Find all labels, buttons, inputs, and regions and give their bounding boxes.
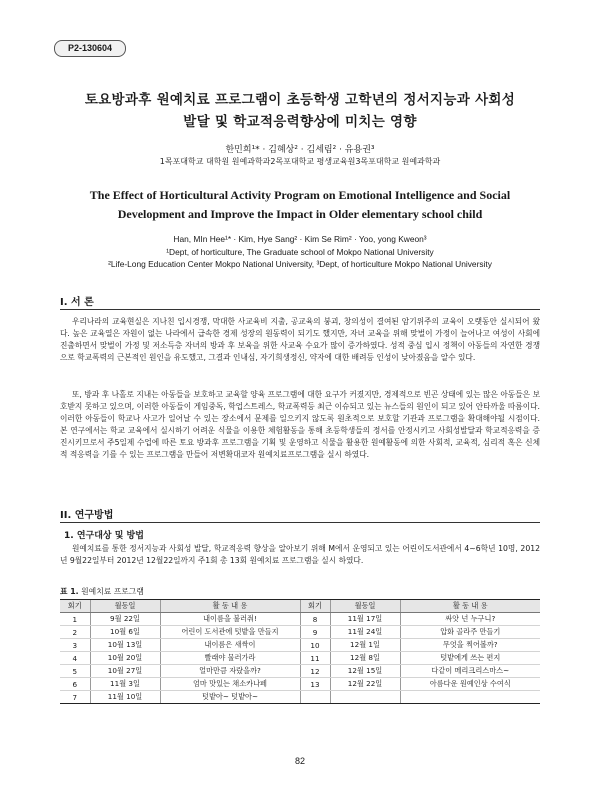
cell-activity: 싸앗 넌 누구니? xyxy=(400,613,540,626)
cell-session: 2 xyxy=(60,626,90,639)
cell-session: 12 xyxy=(300,665,330,678)
table-row xyxy=(60,652,540,665)
cell-date: 11월 10일 xyxy=(90,691,160,704)
cell-date: 11월 3일 xyxy=(90,678,160,691)
section-1-paragraph-2: 또, 방과 후 나홀로 지내는 아동들을 보호하고 교육할 양육 프로그램에 대한 요구가 커졌지만, 경제적으로 빈곤 상태에 있는 많은 아동들은 보호받지 못하고 있으며, 이러한 아동들이 게임중독, 학업스트레스, 학교폭력등 최근 이슈되고 있는 뉴스들의 원인이 되고 있어 안타까울 따름이다. 이러한 아동들이 학교나 사고가 일어날 수 있는 장소에서 문제를 일으키지 않도록 원초적으로 보호할 기관과 프로그램을 확대해야될 시점이다. 본 연구에서는 학교 교육에서 실시하기 어려운 식물을 이용한 체험활동을 통해 초등학생들의 정서를 안정시키고 사회성발달과 학교적응력을 증진시키므로서 주5일제 수업에 따른 토요 방과후 프로그램을 기획 및 운영하고 식물을 활용한 원예활동에 의한 사회적, 교육적, 심리적 혹은 신체적 적응력을 기를 수 있는 프로그램을 만들어 저변확대코자 원예치료프로그램을 실시 하였다. xyxy=(60,390,540,460)
cell-activity: 내이름을 불러줘! xyxy=(160,613,300,626)
english-title-line-2: Development and Improve the Impact in Older elementary school child xyxy=(117,207,483,221)
cell-session: 11 xyxy=(300,652,330,665)
cell-activity: 얼마만큼 자랐을까? xyxy=(160,665,300,678)
section-2-paragraph: 원예치료를 통한 정서지능과 사회성 발달, 학교적응력 향상을 알아보기 위해 M에서 운영되고 있는 어린이도서관에서 4~6학년 10명, 2012년 9월22일부터 2012년 12월22일까지 주1회 총 13회 원예치료 프로그램을 실시 하였다. xyxy=(60,544,540,566)
cell-date: 10월 20일 xyxy=(90,652,160,665)
cell-session: 3 xyxy=(60,639,90,652)
cell-activity: 엄마 맛있는 채소카나페 xyxy=(160,678,300,691)
table-row xyxy=(60,613,540,626)
cell-activity: 다같이 메리크리스마스~ xyxy=(400,665,540,678)
cell-session xyxy=(300,691,330,704)
header-activity: 활 동 내 용 xyxy=(400,600,540,613)
table-caption-label: 표 1. xyxy=(60,587,79,596)
cell-session: 9 xyxy=(300,626,330,639)
cell-activity: 텃밭에게 쓰는 편지 xyxy=(400,652,540,665)
table-row xyxy=(60,639,540,652)
header-date: 월동일 xyxy=(330,600,400,613)
table-row xyxy=(60,665,540,678)
cell-activity: 어린이 도서관에 텃밭을 만들지 xyxy=(160,626,300,639)
section-2-rule xyxy=(60,522,540,523)
cell-session: 7 xyxy=(60,691,90,704)
section-2-heading: II. 연구방법 xyxy=(60,510,114,521)
header-session: 회기 xyxy=(60,600,90,613)
cell-date: 12월 15일 xyxy=(330,665,400,678)
cell-date xyxy=(330,691,400,704)
cell-date: 12월 1일 xyxy=(330,639,400,652)
cell-date: 10월 27일 xyxy=(90,665,160,678)
program-table xyxy=(60,599,540,704)
english-affiliation-line-2: ²Life-Long Education Center Mokpo National University, ³Dept, of horticulture Mokpo National University xyxy=(108,259,492,269)
cell-date: 10월 13일 xyxy=(90,639,160,652)
korean-title-line-2: 발달 및 학교적응력향상에 미치는 영향 xyxy=(183,114,417,130)
page-number: 82 xyxy=(294,756,305,766)
table-row xyxy=(60,691,540,704)
cell-activity: 빨래야 물러가라 xyxy=(160,652,300,665)
cell-activity xyxy=(400,691,540,704)
cell-activity: 압화 골라주 만들기 xyxy=(400,626,540,639)
section-1-heading: I. 서 론 xyxy=(60,297,94,308)
english-title-line-1: The Effect of Horticultural Activity Program on Emotional Intelligence and Social xyxy=(89,188,511,202)
cell-session: 5 xyxy=(60,665,90,678)
cell-session: 13 xyxy=(300,678,330,691)
cell-date: 12월 22일 xyxy=(330,678,400,691)
section-1-paragraph-1: 우리나라의 교육현실은 지나친 입시경쟁, 막대한 사교육비 지출, 공교육의 붕괴, 창의성이 결여된 암기위주의 교육이 오랫동안 실시되어 왔다. 높은 교육열은 자원이 없는 나라에서 급속한 경제 성장의 원동력이 되기도 했지만, 자녀 교육을 위해 맞벌이 가정이 늘어나고 여성이 사회에 진출하면서 맞벌이 가정 및 저소득층 자녀의 방과 후 보육을 위한 사교육 수요가 많이 증가하였다. 성적 중심 입시 정책이 아동들의 자연한 경쟁으로 학교폭력의 근본적인 원인을 유도했고, 그결과 인내심, 자기희생정신, 약자에 대한 배려등 인성이 낮아졌음을 알수 있다. xyxy=(60,317,540,363)
cell-activity: 텃밭아~ 텃밭아~ xyxy=(160,691,300,704)
header-date: 월동일 xyxy=(90,600,160,613)
english-authors: Han, MIn Hee¹* · Kim, Hye Sang² · Kim Se Rim² · Yoo, yong Kweon³ xyxy=(173,234,427,244)
subsection-1-heading: 1. 연구대상 및 방법 xyxy=(64,531,144,541)
cell-session: 1 xyxy=(60,613,90,626)
cell-session: 4 xyxy=(60,652,90,665)
table-header-row xyxy=(60,600,540,613)
cell-session: 8 xyxy=(300,613,330,626)
table-row xyxy=(60,626,540,639)
cell-session: 10 xyxy=(300,639,330,652)
table-caption-text: 원예치료 프로그램 xyxy=(81,587,144,596)
cell-date: 11월 24일 xyxy=(330,626,400,639)
english-affiliation-line-1: ¹Dept, of horticulture, The Graduate school of Mokpo National University xyxy=(166,247,434,257)
table-caption xyxy=(60,586,144,597)
cell-date: 10월 6일 xyxy=(90,626,160,639)
korean-title-line-1: 토요방과후 원예치료 프로그램이 초등학생 고학년의 정서지능과 사회성 xyxy=(84,92,516,108)
header-session: 회기 xyxy=(300,600,330,613)
section-1-rule xyxy=(60,309,540,310)
korean-authors: 한민희¹* · 김혜상² · 김세림² · 유용권³ xyxy=(225,145,375,155)
cell-session: 6 xyxy=(60,678,90,691)
korean-affiliations: 1목포대학교 대학원 원예과학과2목포대학교 평생교육원3목포대학교 원예과학과 xyxy=(159,157,441,166)
cell-date: 9월 22일 xyxy=(90,613,160,626)
cell-activity: 내이름은 새싹이 xyxy=(160,639,300,652)
cell-activity: 아름다운 원예인상 수여식 xyxy=(400,678,540,691)
cell-activity: 무엇을 찍어볼까? xyxy=(400,639,540,652)
header-activity: 활 동 내 용 xyxy=(160,600,300,613)
cell-date: 11월 17일 xyxy=(330,613,400,626)
paper-code-badge: P2-130604 xyxy=(54,40,126,57)
table-row xyxy=(60,678,540,691)
cell-date: 12월 8일 xyxy=(330,652,400,665)
